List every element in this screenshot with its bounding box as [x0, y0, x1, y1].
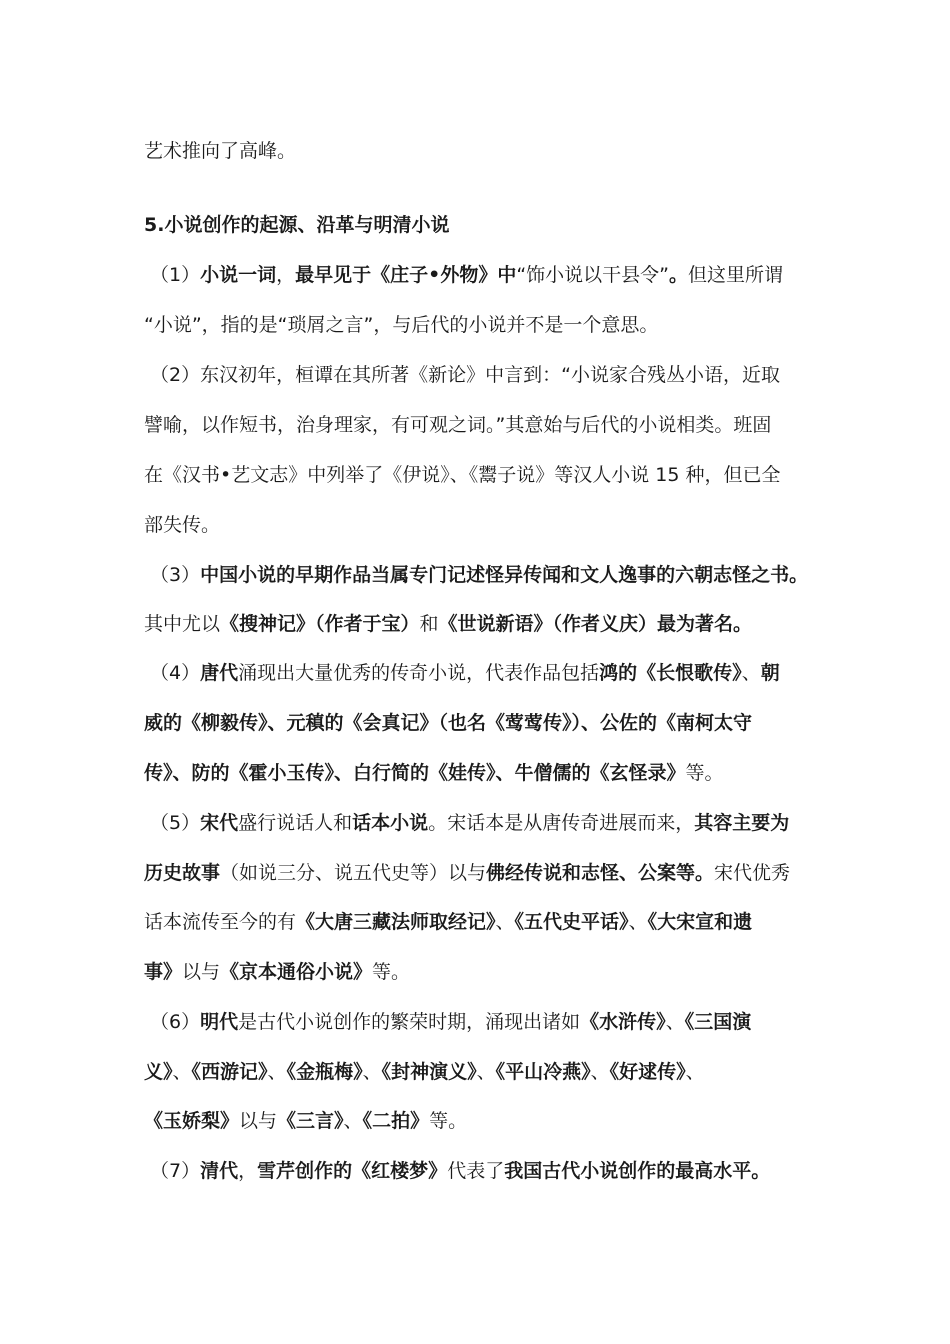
text-run: （1）: [144, 264, 201, 286]
text-run: 、: [267, 1061, 287, 1083]
bold-text: 《好逑传》: [609, 1061, 686, 1083]
text-run: 、: [685, 1061, 705, 1083]
text-line: [144, 362, 850, 388]
text-run: “小说”，指的是“琐屑之言”，与后代的小说并不是一个意思。: [144, 314, 659, 336]
bold-text: 《玉娇梨》: [144, 1110, 240, 1132]
text-run: （6）: [144, 1011, 201, 1033]
bold-text: 小说一词: [200, 264, 277, 286]
text-run: （4）: [144, 662, 201, 684]
text-run: 、: [343, 1110, 363, 1132]
text-run: ，: [238, 1160, 258, 1182]
text-run: （7）: [144, 1160, 201, 1182]
bold-text: 《平山冷燕》: [495, 1061, 591, 1083]
bold-text: 清代: [200, 1160, 239, 1182]
bold-text: 最早见于《庄子•外物》中: [295, 264, 517, 286]
bold-text: 唐代: [200, 662, 239, 684]
text-run: 、: [665, 1011, 685, 1033]
text-line: [144, 412, 850, 438]
bold-text: 其容主要为: [694, 812, 790, 834]
text-run: 宋代优秀: [714, 862, 791, 884]
text-run: 、: [476, 1061, 496, 1083]
bold-text: 话本小说: [352, 812, 429, 834]
text-run: 盛行说话人和: [238, 812, 353, 834]
text-run: 、: [172, 1061, 192, 1083]
bold-text: 《金瓶梅》: [286, 1061, 363, 1083]
text-run: 、: [628, 911, 648, 933]
text-run: 代表了: [447, 1160, 505, 1182]
text-run: 以与: [182, 961, 221, 983]
bold-text: 历史故事: [144, 862, 221, 884]
text-line: [144, 710, 850, 736]
text-line: [144, 909, 850, 935]
bold-text: 《三国演: [684, 1011, 752, 1033]
text-line: [144, 860, 850, 886]
bold-text: 《大宋宣和遗: [647, 911, 753, 933]
bold-text: 宋代: [200, 812, 239, 834]
section-heading: [144, 212, 850, 238]
text-line: [144, 1158, 850, 1184]
bold-text: 《大唐三藏法师取经记》: [296, 911, 496, 933]
text-run: 艺术推向了高峰。: [144, 140, 297, 162]
text-run: 话本流传至今的有: [144, 911, 297, 933]
bold-text: 威的《柳毅传》、元稹的《会真记》（也名《莺莺传》）、公佐的《南柯太守: [144, 712, 753, 734]
bold-text: 佛经传说和志怪、公案等。: [486, 862, 715, 884]
text-run: 、: [495, 911, 515, 933]
text-line: [144, 138, 850, 164]
text-run: 等。: [685, 762, 724, 784]
text-run: （3）: [144, 564, 201, 586]
text-run: 、: [741, 662, 761, 684]
text-line: [144, 1108, 850, 1134]
text-run: 和: [419, 613, 439, 635]
text-run: 。宋话本是从唐传奇进展而来，: [428, 812, 695, 834]
bold-text: 《西游记》: [191, 1061, 268, 1083]
text-run: 部失传。: [144, 514, 221, 536]
bold-text: 中国小说的早期作品当属专门记述怪异传闻和文人逸事的六朝志怪之书: [200, 564, 790, 586]
bold-text: 。: [669, 264, 689, 286]
text-run: 等。: [372, 961, 411, 983]
bold-text: 《水浒传》: [580, 1011, 666, 1033]
text-run: 等。: [429, 1110, 468, 1132]
text-line: [144, 512, 850, 538]
bold-text: 我国古代小说创作的最高水平。: [504, 1160, 771, 1182]
text-line: [144, 1009, 850, 1035]
text-run: 、: [590, 1061, 610, 1083]
bold-text: 《搜神记》（作者于宝）: [220, 613, 420, 635]
text-run: 以与: [239, 1110, 278, 1132]
text-run: 涌现出大量优秀的传奇小说，代表作品包括: [238, 662, 600, 684]
bold-text: 朝: [760, 662, 780, 684]
bold-text: 《二拍》: [362, 1110, 430, 1132]
text-line: [144, 760, 850, 786]
text-line: [144, 959, 850, 985]
bold-text: 《世说新语》（作者义庆）最为著名。: [438, 613, 753, 635]
text-run: 但这里所谓: [688, 264, 784, 286]
text-run: “饰小说以干县令”: [516, 264, 670, 286]
text-run: ，: [276, 264, 296, 286]
text-line: [144, 611, 850, 637]
text-run: （5）: [144, 812, 201, 834]
text-run: 其中尤以: [144, 613, 221, 635]
text-line: [144, 462, 850, 488]
text-line: [144, 562, 850, 588]
text-line: [144, 262, 850, 288]
text-run: （2）东汉初年，桓谭在其所著《新论》中言到：“小说家合残丛小语，近取: [144, 364, 780, 386]
bold-text: 事》: [144, 961, 183, 983]
bold-text: 义》: [144, 1061, 173, 1083]
bold-text: 《五代史平话》: [514, 911, 629, 933]
text-line: [144, 1059, 850, 1085]
bold-text: 传》、防的《霍小玉传》、白行简的《娃传》、牛僧儒的《玄怪录》: [144, 762, 686, 784]
bold-text: 明代: [200, 1011, 239, 1033]
bold-text: 。: [789, 564, 809, 586]
text-line: [144, 810, 850, 836]
bold-text: 《封神演义》: [381, 1061, 477, 1083]
text-run: （如说三分、说五代史等）以与: [220, 862, 487, 884]
bold-text: 《三言》: [277, 1110, 344, 1132]
text-run: 在《汉书•艺文志》中列举了《伊说》、《鬻子说》等汉人小说 15 种，但已全: [144, 464, 781, 486]
text-run: 、: [362, 1061, 382, 1083]
bold-text: 5.小说创作的起源、沿革与明清小说: [144, 214, 450, 236]
text-run: 譬喻，以作短书，治身理家，有可观之词。”其意始与后代的小说相类。班固: [144, 414, 772, 436]
text-line: [144, 660, 850, 686]
bold-text: 《京本通俗小说》: [220, 961, 373, 983]
bold-text: 鸿的《长恨歌传》: [599, 662, 742, 684]
bold-text: 雪芹创作的《红楼梦》: [257, 1160, 448, 1182]
text-run: 是古代小说创作的繁荣时期，涌现出诸如: [238, 1011, 581, 1033]
text-line: [144, 312, 850, 338]
